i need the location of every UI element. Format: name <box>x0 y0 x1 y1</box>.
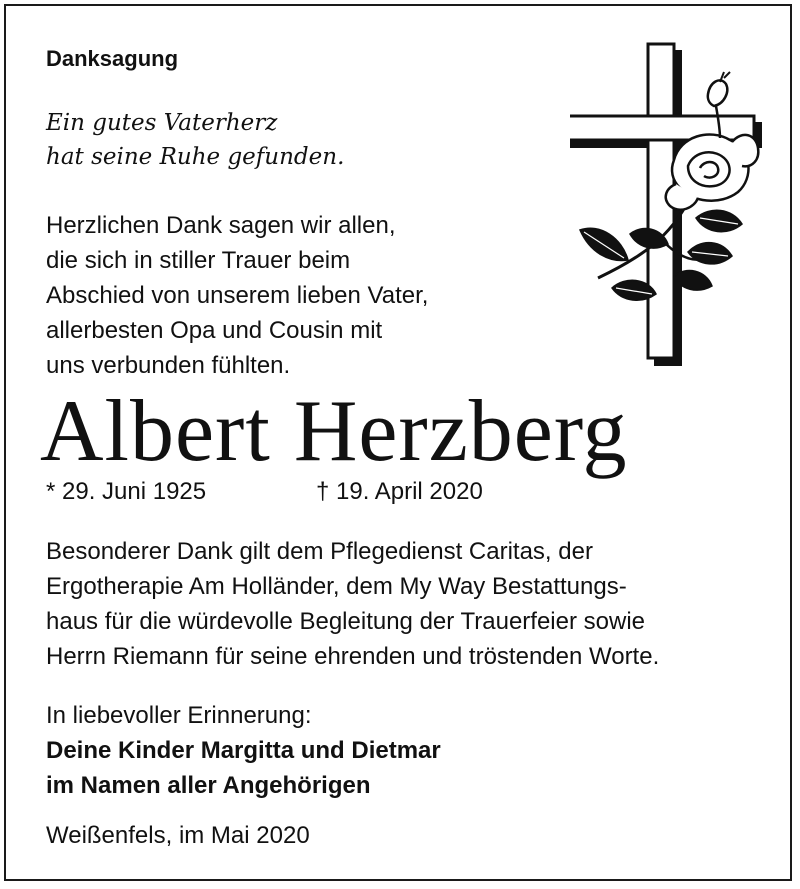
death-date: † 19. April 2020 <box>316 478 483 505</box>
life-dates <box>46 478 483 506</box>
special-thanks-paragraph <box>46 534 659 674</box>
thanks-line: uns verbunden fühlten. <box>46 352 291 379</box>
deceased-name: Albert Herzberg <box>40 383 628 480</box>
thanks-line: Herzlichen Dank sagen wir allen, <box>46 212 396 239</box>
thanks-paragraph <box>46 208 428 383</box>
special-thanks-line: haus für die würdevolle Begleitung der Trauerfeier sowie <box>46 608 646 635</box>
signatory-line: Deine Kinder Margitta und Dietmar <box>46 737 441 764</box>
special-thanks-line: Herrn Riemann für seine ehrenden und tröstenden Worte. <box>46 643 660 670</box>
memory-intro: In liebevoller Erinnerung: <box>46 702 312 729</box>
thanks-line: Abschied von unserem lieben Vater, <box>46 282 429 309</box>
place-date: Weißenfels, im Mai 2020 <box>46 822 310 849</box>
motto-line: Ein gutes Vaterherz <box>46 110 278 136</box>
motto-line: hat seine Ruhe gefunden. <box>46 144 345 170</box>
cross-with-rose-icon <box>570 38 770 368</box>
special-thanks-line: Besonderer Dank gilt dem Pflegedienst Caritas, der <box>46 538 593 565</box>
signatory-line: im Namen aller Angehörigen <box>46 772 371 799</box>
motto <box>46 106 344 174</box>
notice-heading: Danksagung <box>46 46 179 71</box>
birth-date: * 29. Juni 1925 <box>46 478 207 505</box>
special-thanks-line: Ergotherapie Am Holländer, dem My Way Bestattungs- <box>46 573 627 600</box>
thanks-line: allerbesten Opa und Cousin mit <box>46 317 383 344</box>
thanks-line: die sich in stiller Trauer beim <box>46 247 351 274</box>
memory-block <box>46 698 441 803</box>
